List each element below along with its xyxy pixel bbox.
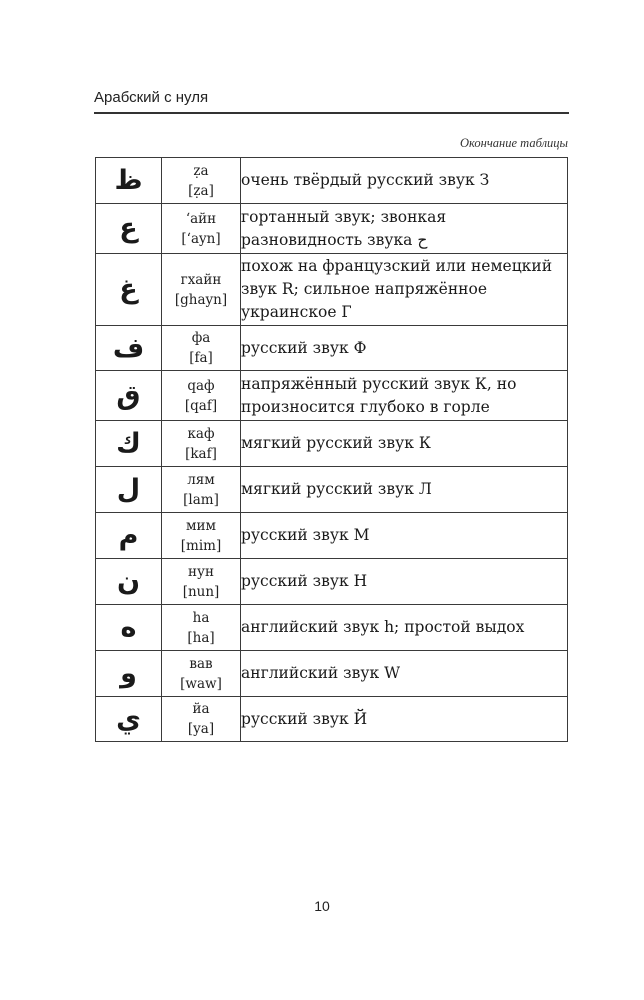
letter-name-cell <box>162 204 241 254</box>
running-head-title: Арабский с нуля <box>94 89 209 106</box>
letter-name-cell <box>162 697 241 742</box>
table-row <box>96 421 568 467</box>
sound-description: напряжённый русский звук К, но произносится глубоко в горле <box>241 371 568 421</box>
arabic-letters-table <box>95 157 568 742</box>
table-row <box>96 371 568 421</box>
table-row <box>96 467 568 513</box>
sound-description: русский звук Ф <box>241 326 568 371</box>
arabic-letter: ع <box>96 204 162 254</box>
letter-name-cell <box>162 158 241 204</box>
letter-name: нун <box>188 563 214 580</box>
letter-name: гхайн <box>180 271 222 288</box>
sound-description: похож на французский или немецкий звук R; сильное напряжённое украинское Г <box>241 254 568 326</box>
letter-name-cell <box>162 326 241 371</box>
letter-name-cell <box>162 254 241 326</box>
letter-name-cell <box>162 421 241 467</box>
letter-name: каф <box>187 425 215 442</box>
sound-description: очень твёрдый русский звук З <box>241 158 568 204</box>
arabic-letter: ن <box>96 559 162 605</box>
sound-description: русский звук Й <box>241 697 568 742</box>
sound-description: мягкий русский звук Л <box>241 467 568 513</box>
letter-name: лям <box>187 471 215 488</box>
letter-name-cell <box>162 371 241 421</box>
page-number: 10 <box>314 898 330 914</box>
sound-description: мягкий русский звук К <box>241 421 568 467</box>
letter-transliteration: [nun] <box>182 583 220 600</box>
letter-transliteration: [lam] <box>183 491 219 508</box>
letter-name: ẓa <box>193 162 209 179</box>
letter-transliteration: [ghayn] <box>174 291 228 308</box>
letter-name: вав <box>189 655 213 672</box>
letter-transliteration: [mim] <box>180 537 222 554</box>
letter-name-cell <box>162 651 241 697</box>
table-row <box>96 326 568 371</box>
table-row <box>96 513 568 559</box>
table-row <box>96 254 568 326</box>
arabic-letter: ل <box>96 467 162 513</box>
letter-name-cell <box>162 605 241 651</box>
letter-transliteration: [kaf] <box>185 445 217 462</box>
letter-transliteration: [ẓa] <box>188 182 214 199</box>
letter-transliteration: [qaf] <box>184 397 218 414</box>
table-caption: Окончание таблицы <box>459 136 568 150</box>
sound-description: английский звук h; простой выдох <box>241 605 568 651</box>
letter-name: йа <box>192 701 210 717</box>
arabic-letter: ظ <box>96 158 162 204</box>
header-divider <box>94 112 569 114</box>
arabic-letter: ق <box>96 371 162 421</box>
letter-name-cell <box>162 559 241 605</box>
arabic-letter: ي <box>96 697 162 742</box>
letter-name: ʻайн <box>185 210 217 227</box>
arabic-letter: غ <box>96 254 162 326</box>
sound-description: гортанный звук; звонкая разновидность звука ح <box>241 204 568 254</box>
sound-description: английский звук W <box>241 651 568 697</box>
letter-name: qаф <box>187 377 215 394</box>
table-row <box>96 158 568 204</box>
sound-description: русский звук М <box>241 513 568 559</box>
sound-description: русский звук Н <box>241 559 568 605</box>
letter-transliteration: [fa] <box>189 350 213 366</box>
table-row <box>96 605 568 651</box>
letter-name: мим <box>186 517 216 534</box>
letter-name-cell <box>162 467 241 513</box>
letter-name-cell <box>162 513 241 559</box>
table-row <box>96 697 568 742</box>
arabic-letter: ك <box>96 421 162 467</box>
letter-transliteration: [waw] <box>180 675 222 692</box>
table-body <box>96 158 568 742</box>
letter-transliteration: [ha] <box>187 629 215 646</box>
letter-transliteration: [ya] <box>187 721 215 737</box>
arabic-letter: و <box>96 651 162 697</box>
letter-name: фа <box>191 330 211 346</box>
arabic-letter: ف <box>96 326 162 371</box>
letter-transliteration: [ʻayn] <box>181 230 221 247</box>
arabic-letter: م <box>96 513 162 559</box>
table-row <box>96 559 568 605</box>
arabic-letter: ه <box>96 605 162 651</box>
table-row <box>96 651 568 697</box>
table-row <box>96 204 568 254</box>
letter-name: ha <box>192 609 210 626</box>
